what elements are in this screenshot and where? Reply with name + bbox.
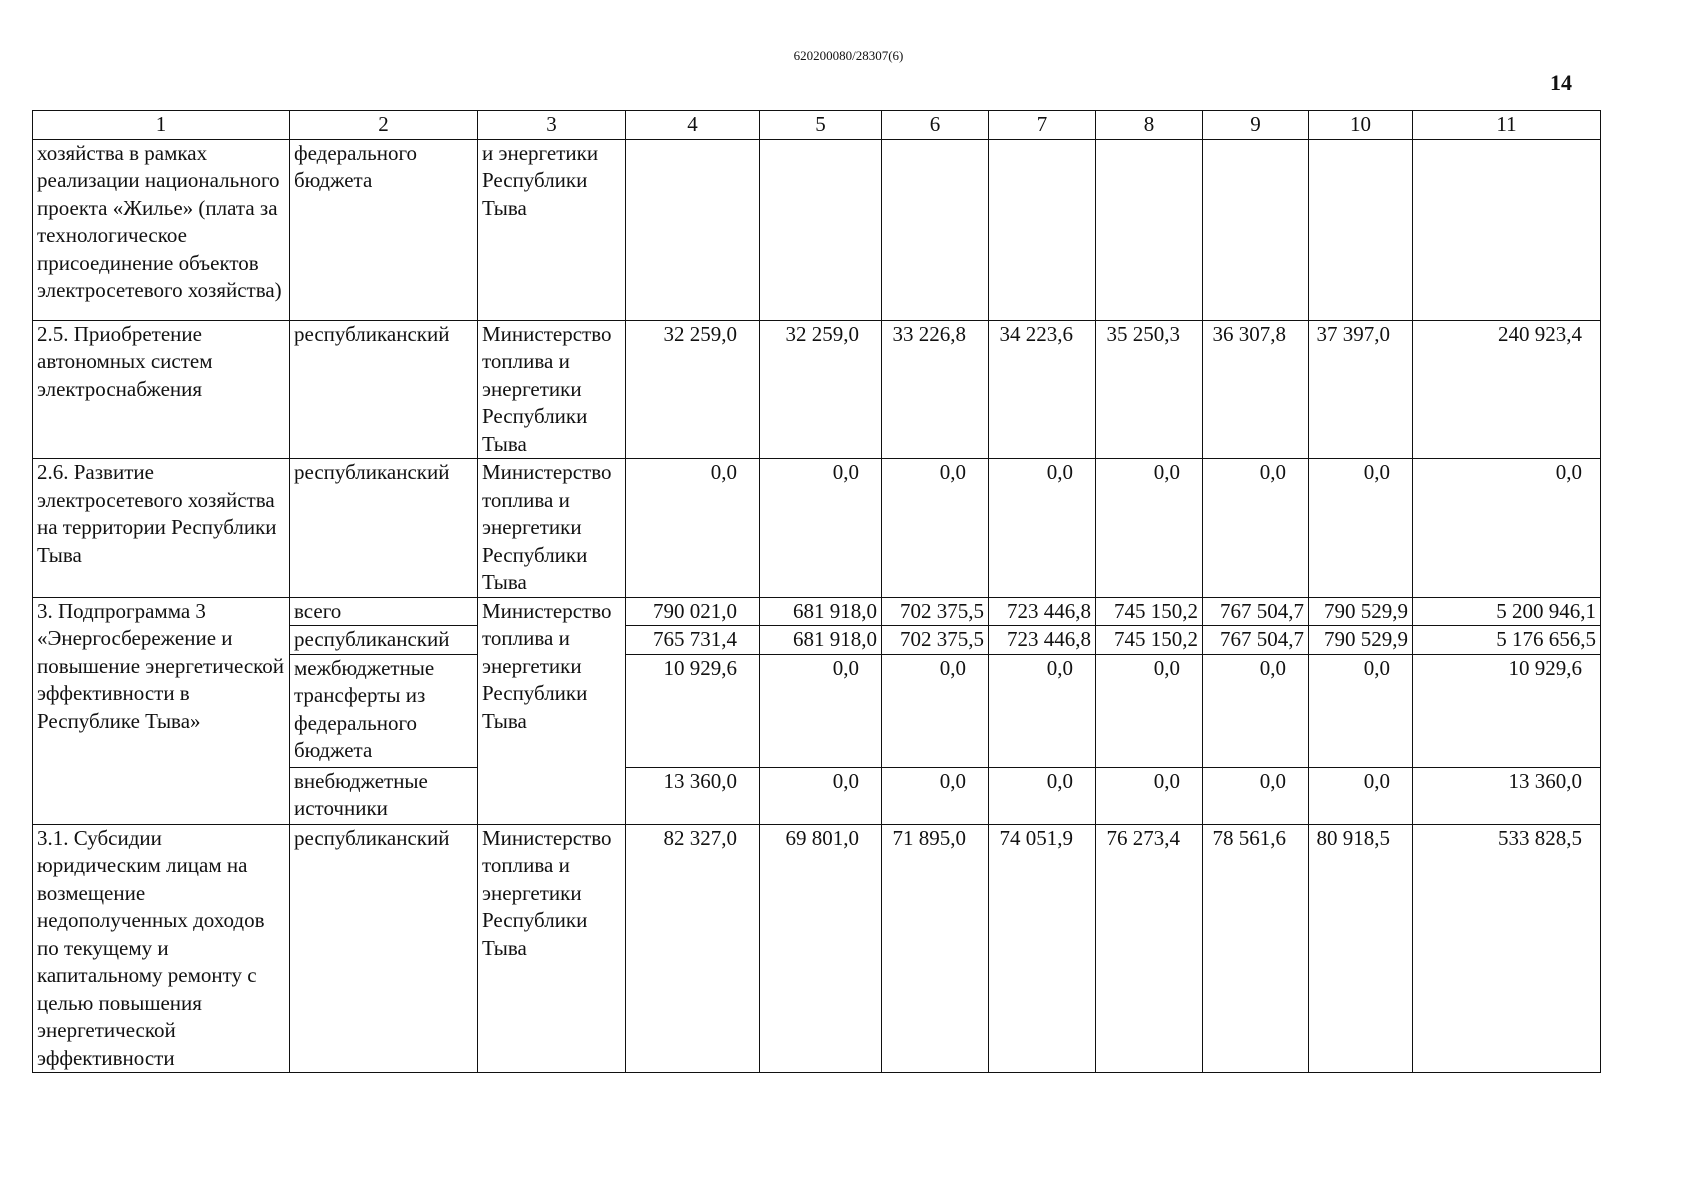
page-number: 14 xyxy=(1550,70,1572,95)
funding-source: внебюджетные источники xyxy=(290,767,478,824)
value-cell xyxy=(1096,139,1203,320)
measure-name: хозяйства в рамках реализации национального проекта «Жилье» (плата за технологическое присоединение объектов электросетевого хозяйства) xyxy=(33,139,290,320)
executor: и энергетики Республики Тыва xyxy=(478,139,626,320)
value-cell: 13 360,0 xyxy=(1413,767,1601,824)
value-cell: 0,0 xyxy=(882,767,989,824)
value-cell: 702 375,5 xyxy=(882,626,989,655)
value-cell: 0,0 xyxy=(1309,459,1413,598)
value-cell: 0,0 xyxy=(1203,654,1309,767)
measure-name: 3.1. Субсидии юридическим лицам на возмещение недополученных доходов по текущему и капитальному ремонту с целью повышения энергетической эффективности xyxy=(33,824,290,1073)
value-cell: 10 929,6 xyxy=(626,654,760,767)
value-cell: 0,0 xyxy=(760,654,882,767)
executor: Министерство топлива и энергетики Республики Тыва xyxy=(478,597,626,824)
value-cell: 0,0 xyxy=(989,654,1096,767)
value-cell: 74 051,9 xyxy=(989,824,1096,1073)
value-cell: 78 561,6 xyxy=(1203,824,1309,1073)
column-header: 5 xyxy=(760,111,882,140)
value-cell xyxy=(989,139,1096,320)
funding-source: республиканский xyxy=(290,320,478,459)
column-header: 3 xyxy=(478,111,626,140)
value-cell: 76 273,4 xyxy=(1096,824,1203,1073)
column-header: 8 xyxy=(1096,111,1203,140)
funding-source: межбюджетные трансферты из федерального бюджета xyxy=(290,654,478,767)
value-cell: 0,0 xyxy=(1096,654,1203,767)
value-cell: 240 923,4 xyxy=(1413,320,1601,459)
value-cell: 0,0 xyxy=(1203,459,1309,598)
document-id: 620200080/28307(6) xyxy=(793,48,904,63)
measure-name: 2.5. Приобретение автономных систем электроснабжения xyxy=(33,320,290,459)
value-cell: 723 446,8 xyxy=(989,626,1096,655)
table-row xyxy=(33,824,1601,1073)
value-cell: 0,0 xyxy=(1203,767,1309,824)
value-cell xyxy=(760,139,882,320)
value-cell: 0,0 xyxy=(760,459,882,598)
value-cell: 33 226,8 xyxy=(882,320,989,459)
value-cell: 82 327,0 xyxy=(626,824,760,1073)
value-cell: 765 731,4 xyxy=(626,626,760,655)
value-cell xyxy=(1413,139,1601,320)
value-cell: 0,0 xyxy=(1096,459,1203,598)
executor: Министерство топлива и энергетики Республики Тыва xyxy=(478,459,626,598)
value-cell: 32 259,0 xyxy=(760,320,882,459)
funding-source: республиканский xyxy=(290,459,478,598)
funding-source: республиканский xyxy=(290,824,478,1073)
column-header: 2 xyxy=(290,111,478,140)
value-cell: 745 150,2 xyxy=(1096,597,1203,626)
value-cell: 681 918,0 xyxy=(760,597,882,626)
value-cell: 790 529,9 xyxy=(1309,597,1413,626)
value-cell: 723 446,8 xyxy=(989,597,1096,626)
executor: Министерство топлива и энергетики Республики Тыва xyxy=(478,320,626,459)
value-cell: 0,0 xyxy=(1309,767,1413,824)
value-cell: 36 307,8 xyxy=(1203,320,1309,459)
table-row xyxy=(33,459,1601,598)
value-cell: 0,0 xyxy=(1096,767,1203,824)
executor: Министерство топлива и энергетики Республики Тыва xyxy=(478,824,626,1073)
value-cell: 0,0 xyxy=(626,459,760,598)
value-cell xyxy=(882,139,989,320)
value-cell: 71 895,0 xyxy=(882,824,989,1073)
column-header: 6 xyxy=(882,111,989,140)
value-cell: 681 918,0 xyxy=(760,626,882,655)
value-cell: 790 021,0 xyxy=(626,597,760,626)
value-cell: 80 918,5 xyxy=(1309,824,1413,1073)
value-cell: 34 223,6 xyxy=(989,320,1096,459)
value-cell: 745 150,2 xyxy=(1096,626,1203,655)
funding-source: федерального бюджета xyxy=(290,139,478,320)
value-cell: 13 360,0 xyxy=(626,767,760,824)
value-cell: 0,0 xyxy=(1309,654,1413,767)
value-cell xyxy=(1309,139,1413,320)
value-cell xyxy=(626,139,760,320)
measure-name: 2.6. Развитие электросетевого хозяйства на территории Республики Тыва xyxy=(33,459,290,598)
value-cell: 0,0 xyxy=(760,767,882,824)
value-cell: 767 504,7 xyxy=(1203,597,1309,626)
value-cell: 37 397,0 xyxy=(1309,320,1413,459)
value-cell: 0,0 xyxy=(882,459,989,598)
table-row xyxy=(33,139,1601,320)
value-cell: 69 801,0 xyxy=(760,824,882,1073)
value-cell: 0,0 xyxy=(989,767,1096,824)
funding-source: всего xyxy=(290,597,478,626)
value-cell: 5 176 656,5 xyxy=(1413,626,1601,655)
value-cell: 32 259,0 xyxy=(626,320,760,459)
column-header: 4 xyxy=(626,111,760,140)
column-header: 10 xyxy=(1309,111,1413,140)
value-cell xyxy=(1203,139,1309,320)
value-cell: 0,0 xyxy=(1413,459,1601,598)
value-cell: 10 929,6 xyxy=(1413,654,1601,767)
value-cell: 702 375,5 xyxy=(882,597,989,626)
value-cell: 5 200 946,1 xyxy=(1413,597,1601,626)
value-cell: 790 529,9 xyxy=(1309,626,1413,655)
value-cell: 767 504,7 xyxy=(1203,626,1309,655)
column-header: 11 xyxy=(1413,111,1601,140)
value-cell: 0,0 xyxy=(882,654,989,767)
measure-name: 3. Подпрограмма 3 «Энергосбережение и повышение энергетической эффективности в Республике Тыва» xyxy=(33,597,290,824)
value-cell: 533 828,5 xyxy=(1413,824,1601,1073)
column-header: 7 xyxy=(989,111,1096,140)
value-cell: 0,0 xyxy=(989,459,1096,598)
column-header: 1 xyxy=(33,111,290,140)
table-row xyxy=(33,597,1601,626)
funding-source: республиканский xyxy=(290,626,478,655)
column-header: 9 xyxy=(1203,111,1309,140)
table-row xyxy=(33,320,1601,459)
header-row xyxy=(33,111,1601,140)
budget-table xyxy=(32,110,1601,1073)
value-cell: 35 250,3 xyxy=(1096,320,1203,459)
